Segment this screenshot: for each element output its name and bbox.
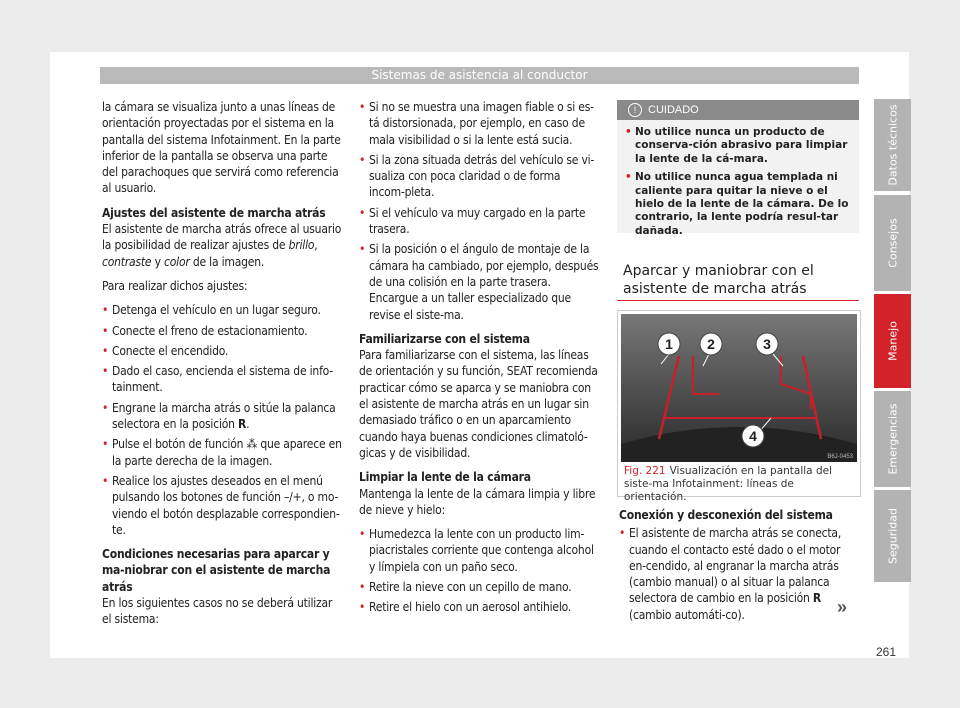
svg-text:1: 1 <box>665 336 673 352</box>
subheading-ajustes: Ajustes del asistente de marcha atrás <box>102 205 326 220</box>
paragraph: la cámara se visualiza junto a unas líneas de orientación proyectadas por el sistema en la pantalla del sistema Infotainment. En la parte inferior de la pantalla se observa una parte del parachoques que servirá como referencia al usuario. <box>102 100 341 196</box>
subheading-condiciones: Condiciones necesarias para aparcar y ma-niobrar con el asistente de marcha atrás <box>102 547 331 594</box>
column-1 <box>102 99 342 636</box>
paragraph: Mantenga la lente de la cámara limpia y libre de nieve y hielo: <box>359 486 596 517</box>
section-divider <box>617 300 859 301</box>
warning-icon: ! <box>628 103 642 117</box>
tab-datos-tecnicos[interactable]: Datos técnicos <box>874 99 911 191</box>
list-item: • Conecte el freno de estacionamiento. <box>102 323 342 339</box>
list-item: • Conecte el encendido. <box>102 343 342 359</box>
svg-text:4: 4 <box>749 428 757 444</box>
caution-item: • No utilice nunca un producto de conserva-ción abrasivo para limpiar la lente de la cá-mara. <box>625 126 851 166</box>
list-item: • Dado el caso, encienda el sistema de info-tainment. <box>102 363 342 396</box>
caution-title: CUIDADO <box>648 104 699 116</box>
section-title: Aparcar y maniobrar con el asistente de marcha atrás <box>623 263 814 297</box>
continue-icon: » <box>837 597 848 617</box>
figure-caption: Fig. 221 Visualización en la pantalla del siste-ma Infotainment: líneas de orientación. <box>624 465 832 503</box>
callout-2 <box>700 333 722 355</box>
camera-display-illustration <box>621 314 857 462</box>
svg-text:3: 3 <box>763 336 771 352</box>
callout-4 <box>742 425 764 447</box>
callout-1 <box>658 333 680 355</box>
caution-header <box>617 100 859 120</box>
tab-manejo[interactable]: Manejo <box>874 294 911 388</box>
list-item: • Si la zona situada detrás del vehículo se vi-sualiza con poca claridad o de forma incom-pleta. <box>359 152 599 201</box>
paragraph: En los siguientes casos no se deberá utilizar el sistema: <box>102 596 333 627</box>
list-item: • El asistente de marcha atrás se conecta, cuando el contacto esté dado o el motor en-cendido, al engranar la marcha atrás (cambio manual) o al situar la palanca selectora de cambio en la posición R (cambio automáti-co). <box>619 525 859 623</box>
paragraph: Para familiarizarse con el sistema, las líneas de orientación y su función, SEAT recomienda practicar cómo se aparca y se maniobra con el asistente de marcha atrás en un lugar sin demasiado tráfico o en un aparcamiento cuando haya buenas condiciones climatoló-gicas y de visibilidad. <box>359 348 598 460</box>
figure-number: Fig. 221 <box>624 465 666 477</box>
page-header: Sistemas de asistencia al conductor <box>100 67 859 84</box>
list-item: • Realice los ajustes deseados en el menú pulsando los botones de función –/+, o mo-viendo el botón desplazable correspondien-te. <box>102 473 342 538</box>
subheading-familiarizarse: Familiarizarse con el sistema <box>359 331 530 346</box>
paragraph: Para realizar dichos ajustes: <box>102 278 248 293</box>
list-item: • Retire el hielo con un aerosol antihielo. <box>359 599 599 615</box>
svg-text:2: 2 <box>707 336 715 352</box>
settings-icon: ⁂ <box>246 437 258 452</box>
paragraph: El asistente de marcha atrás ofrece al usuario la posibilidad de realizar ajustes de brillo, contraste y color de la imagen. <box>102 222 342 269</box>
tab-consejos[interactable]: Consejos <box>874 195 911 291</box>
list-item: • Humedezca la lente con un producto lim-piacristales corriente que contenga alcohol y límpiela con un paño seco. <box>359 526 599 575</box>
list-item: • Pulse el botón de función ⁂ que aparece en la parte derecha de la imagen. <box>102 436 342 469</box>
caution-box <box>617 100 859 237</box>
column-3 <box>619 507 859 627</box>
callout-3 <box>756 333 778 355</box>
subheading-limpiar: Limpiar la lente de la cámara <box>359 470 531 485</box>
list-item: • Engrane la marcha atrás o sitúe la palanca selectora en la posición R. <box>102 400 342 433</box>
list-item: • Retire la nieve con un cepillo de mano. <box>359 579 599 595</box>
page-number: 261 <box>876 645 897 659</box>
list-item: • Si la posición o el ángulo de montaje de la cámara ha cambiado, por ejemplo, después de una colisión en la parte trasera. Encargue a un taller especializado que revise el siste-ma. <box>359 241 599 322</box>
list-item: • Si el vehículo va muy cargado en la parte trasera. <box>359 205 599 238</box>
tab-emergencias[interactable]: Emergencias <box>874 391 911 487</box>
caution-item: • No utilice nunca agua templada ni caliente para quitar la nieve o el hielo de la lente de la cámara. De lo contrario, la lente podría resul-tar dañada. <box>625 171 851 238</box>
list-item: • Detenga el vehículo en un lugar seguro. <box>102 302 342 318</box>
column-2 <box>359 99 599 620</box>
list-item: • Si no se muestra una imagen fiable o si es-tá distorsionada, por ejemplo, en caso de mala visibilidad o si la lente está sucia. <box>359 99 599 148</box>
tab-seguridad[interactable]: Seguridad <box>874 490 911 582</box>
subheading-conexion: Conexión y desconexión del sistema <box>619 508 833 522</box>
figure-code: B6J-0453 <box>827 454 853 460</box>
